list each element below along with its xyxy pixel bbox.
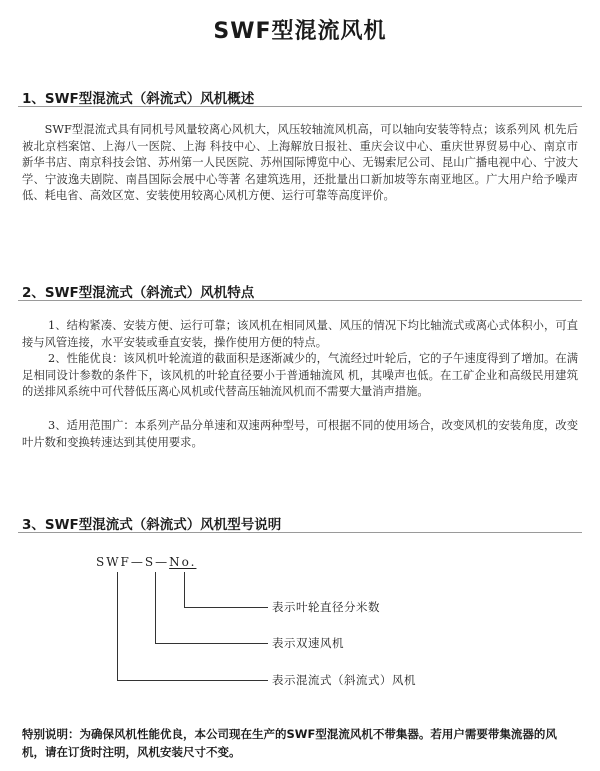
model-code-dash: — (130, 555, 145, 569)
section-1-divider (18, 106, 582, 107)
prefix-description: 表示混流式（斜流式）风机 (272, 673, 416, 687)
model-code-dash: — (155, 555, 170, 569)
feature-3-paragraph: 3、适用范围广：本系列产品分单速和双速两种型号，可根据不同的使用场合，改变风机的安装角度，改变叶片数和变换转速达到其使用要求。 (22, 419, 578, 449)
model-code-speed: S (144, 555, 156, 569)
section-2-heading: 2、SWF型混流式（斜流式）风机特点 (22, 285, 255, 301)
section-1-paragraph: SWF型混流式具有同机号风量较离心风机大，风压较轴流风机高，可以轴向安装等特点；该系列风 机先后被北京档案馆、上海八一医院、上海 科技中心、上海解放日报社、重庆会议中心、重庆世界贸易中心、南京市新华书店、南京科技会馆、苏州第一人民医院、苏州国际博览中心、无锡索尼公司、昆山广播电视中心、宁波大学、宁波逸夫剧院、南昌国际会展中心等著 名建筑选用，还批量出口新加坡等东南亚地区。广大用户给予噪声低、耗电省、高效区宽、安装使用较离心风机方便、运行可靠等高度评价。 (22, 123, 578, 202)
prefix-connector-horizontal (117, 680, 268, 681)
speed-connector-horizontal (155, 643, 268, 644)
special-note: 特别说明：为确保风机性能优良，本公司现在生产的SWF型混流风机不带集器。若用户需要带集流器的风机，请在订货时注明，风机安装尺寸不变。 (22, 727, 557, 759)
section-2-divider (18, 300, 582, 301)
section-1-heading: 1、SWF型混流式（斜流式）风机概述 (22, 91, 255, 107)
number-description: 表示叶轮直径分米数 (272, 600, 380, 614)
page-title: SWF型混流风机 (213, 19, 387, 44)
number-connector-vertical (184, 572, 185, 608)
speed-connector-vertical (155, 572, 156, 644)
number-connector-horizontal (184, 607, 268, 608)
feature-2-paragraph: 2、性能优良：该风机叶轮流道的截面积是逐渐减少的，气流经过叶轮后，它的子午速度得到了增加。在满足相同设计参数的条件下，该风机的叶轮直径要小于普通轴流风 机，其噪声也低。在工矿企业和高级民用建筑的送排风系统中可代替低压离心风机或代替高压轴流风机而不需要大量消声措施。 (22, 352, 578, 398)
model-code (96, 555, 196, 569)
model-code-prefix: SWF (96, 555, 131, 569)
speed-description: 表示双速风机 (272, 636, 344, 650)
section-3-divider (18, 532, 582, 533)
prefix-connector-vertical (117, 572, 118, 681)
section-3-heading: 3、SWF型混流式（斜流式）风机型号说明 (22, 517, 282, 533)
model-code-number: No. (169, 555, 197, 569)
feature-1-paragraph: 1、结构紧凑、安装方便、运行可靠；该风机在相同风量、风压的情况下均比轴流式或离心式体积小，可直接与风管连接，水平安装或垂直安装，操作使用方便的特点。 (22, 319, 578, 349)
